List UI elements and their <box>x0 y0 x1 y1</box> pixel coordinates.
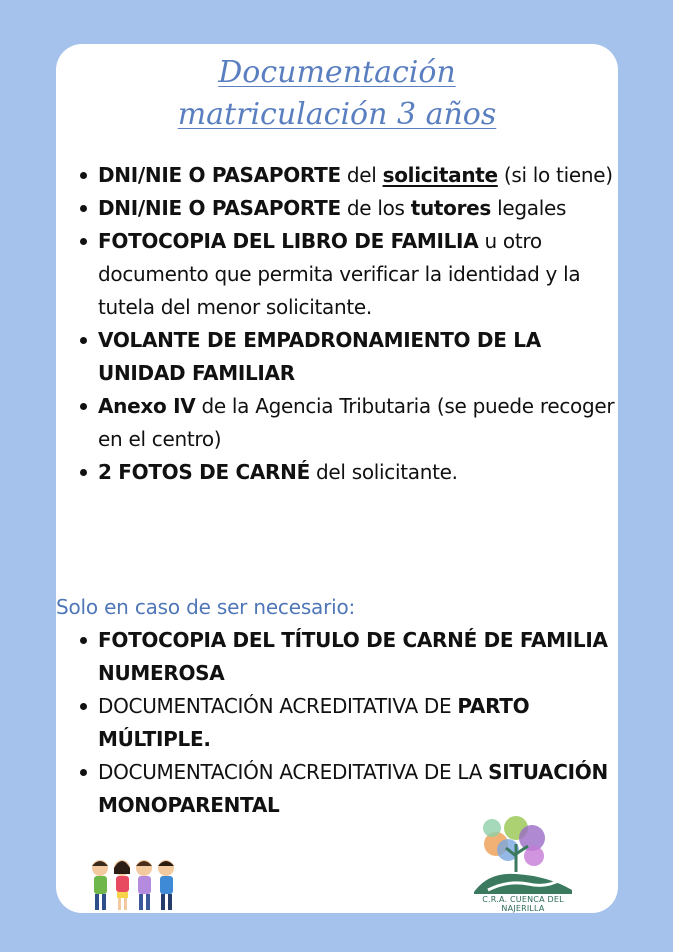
required-documents-list <box>98 159 618 489</box>
item-text: DOCUMENTACIÓN ACREDITATIVA DE LA <box>98 760 489 784</box>
list-item <box>98 192 618 225</box>
list-item <box>98 225 618 324</box>
item-text: de los <box>340 196 411 220</box>
item-text: de la Agencia Tributaria (se puede recoger en el centro) <box>98 394 615 451</box>
item-bold: DNI/NIE O PASAPORTE <box>98 196 341 220</box>
title-line-2: matriculación 3 años <box>177 97 497 132</box>
item-bold: 2 FOTOS DE CARNÉ <box>98 460 310 484</box>
item-text: del solicitante. <box>309 460 458 484</box>
item-text: del <box>340 163 383 187</box>
list-item <box>98 624 618 690</box>
item-bold: SITUACIÓN MONOPARENTAL <box>98 760 608 817</box>
item-bold: VOLANTE DE EMPADRONAMIENTO DE LA UNIDAD FAMILIAR <box>98 328 541 385</box>
logo-text: C.R.A. CUENCA DEL NAJERILLA <box>482 895 564 913</box>
list-item <box>98 456 618 489</box>
item-text: u otro documento que permita verificar la identidad y la tutela del menor solicitante. <box>98 229 581 319</box>
document-card <box>56 44 618 913</box>
page-title <box>56 52 618 136</box>
school-logo <box>468 814 578 896</box>
optional-note: Solo en caso de ser necesario: <box>56 595 356 619</box>
item-text: legales <box>491 196 567 220</box>
list-item <box>98 390 618 456</box>
list-item <box>98 159 618 192</box>
children-illustration <box>84 854 184 916</box>
item-bold: DNI/NIE O PASAPORTE <box>98 163 341 187</box>
item-bold: FOTOCOPIA DEL LIBRO DE FAMILIA <box>98 229 479 253</box>
title-line-1: Documentación <box>218 55 456 90</box>
list-item <box>98 690 618 756</box>
item-text: DOCUMENTACIÓN ACREDITATIVA DE <box>98 694 458 718</box>
item-bold-2: tutores <box>410 196 492 220</box>
item-bold: FOTOCOPIA DEL TÍTULO DE CARNÉ DE FAMILIA NUMEROSA <box>98 628 608 685</box>
list-item <box>98 324 618 390</box>
optional-documents-list <box>98 624 618 822</box>
item-text: (si lo tiene) <box>497 163 613 187</box>
item-bold: PARTO MÚLTIPLE. <box>98 694 530 751</box>
list-item <box>98 756 618 822</box>
item-underlined: solicitante <box>382 163 498 187</box>
item-bold: Anexo IV <box>98 394 196 418</box>
